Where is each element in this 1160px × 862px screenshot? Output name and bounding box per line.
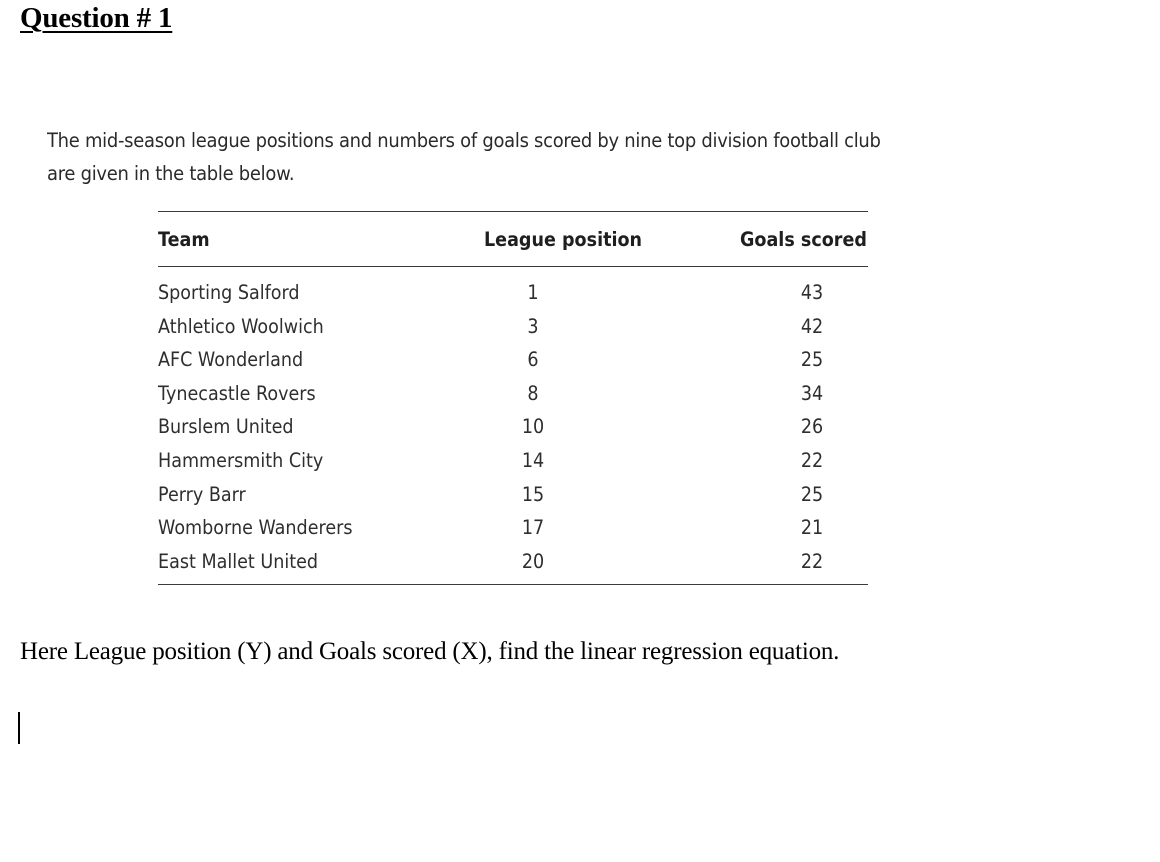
league-position: 20 [521,549,545,573]
table-row [158,410,868,444]
table-row [158,276,868,310]
team-name: Tynecastle Rovers [158,381,316,405]
team-name: Womborne Wanderers [158,516,353,540]
league-position: 1 [527,281,539,304]
intro-line-2: are given in the table below. [47,162,295,185]
team-name: Sporting Salford [158,281,300,304]
intro-line-1: The mid-season league positions and numbers of goals scored by nine top division football club [47,129,881,152]
table-bottom-rule [158,584,868,585]
goals-scored: 43 [800,281,824,304]
league-position: 6 [527,348,539,372]
header-goals-scored: Goals scored [740,228,867,251]
league-position: 10 [521,415,545,439]
table-top-rule [158,211,868,212]
goals-scored: 34 [800,381,824,405]
goals-scored: 22 [800,549,824,573]
team-name: Burslem United [158,415,294,439]
league-position: 15 [521,482,545,506]
league-position: 17 [521,516,545,540]
table-row [158,343,868,377]
table-body [158,276,868,578]
team-name: Athletico Woolwich [158,314,324,338]
question-title: Question # 1 [20,2,173,34]
text-cursor[interactable] [18,712,20,744]
league-position: 8 [527,381,539,405]
goals-scored: 26 [800,415,824,439]
league-position: 14 [521,448,545,472]
scanned-table-image [40,112,965,602]
header-team: Team [158,228,210,251]
header-league-position: League position [484,228,643,251]
table-row [158,377,868,411]
table-row [158,444,868,478]
table-row [158,545,868,579]
table-row [158,511,868,545]
goals-scored: 21 [800,516,824,540]
goals-scored: 42 [800,314,824,338]
league-position: 3 [527,314,539,338]
goals-scored: 25 [800,482,824,506]
question-prompt: Here League position (Y) and Goals scored (X), find the linear regression equation. [20,638,840,665]
team-name: Perry Barr [158,482,246,506]
team-name: AFC Wonderland [158,348,304,372]
intro-text [47,124,892,190]
table-header-rule [158,266,868,267]
goals-scored: 25 [800,348,824,372]
table-row [158,478,868,512]
table-row [158,310,868,344]
team-name: Hammersmith City [158,448,324,472]
team-name: East Mallet United [158,549,319,573]
goals-scored: 22 [800,448,824,472]
